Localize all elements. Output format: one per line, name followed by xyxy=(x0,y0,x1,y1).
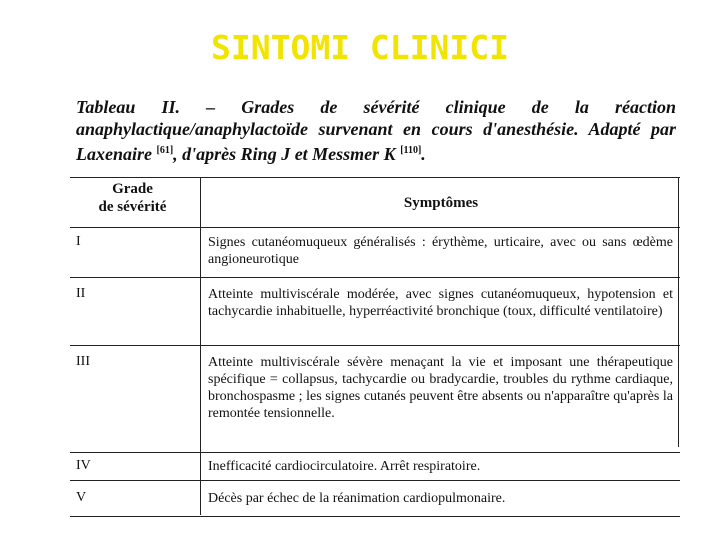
severity-table xyxy=(70,170,680,520)
table-rule xyxy=(70,480,680,481)
header-grade-line2: de sévérité xyxy=(98,199,167,215)
caption-ref-1: [61] xyxy=(156,145,174,156)
symptoms-cell: Atteinte multiviscérale modérée, avec signes cutanéomuqueux, hypotension et tachycardie inhabituelle, hyperréactivité bronchique (toux, difficulté ventilatoire) xyxy=(208,287,673,319)
symptoms-cell: Signes cutanéomuqueux généralisés : érythème, urticaire, avec ou sans œdème angioneurotique xyxy=(208,235,673,267)
caption-ref-2: [110] xyxy=(400,145,422,156)
header-grade-line1: Grade xyxy=(112,181,153,197)
header-symptoms: Symptômes xyxy=(403,195,479,211)
table-rule xyxy=(70,345,680,346)
grade-cell: II xyxy=(76,286,86,301)
grade-cell: V xyxy=(76,490,87,505)
caption-text-2: , d'après Ring J et Messmer K xyxy=(173,144,401,164)
slide-title: SINTOMI CLINICI xyxy=(210,28,509,67)
header-grade xyxy=(70,180,195,216)
table-caption xyxy=(76,96,676,165)
caption-text-1: Tableau II. – Grades de sévérité clinique de la réaction anaphylactique/anaphylactoïde survenant en cours d'anesthésie. Adapté par Laxenaire xyxy=(76,97,676,164)
table-rule xyxy=(70,227,680,228)
grade-cell: IV xyxy=(76,458,91,473)
table-rule xyxy=(70,516,680,517)
grade-cell: III xyxy=(76,354,90,369)
symptoms-cell: Décès par échec de la réanimation cardiopulmonaire. xyxy=(208,491,506,506)
symptoms-cell: Inefficacité cardiocirculatoire. Arrêt respiratoire. xyxy=(208,459,481,474)
caption-text-3: . xyxy=(421,144,426,164)
table-right-border xyxy=(678,177,679,447)
grade-cell: I xyxy=(76,234,81,249)
table-rule xyxy=(70,277,680,278)
table-rule xyxy=(70,452,680,453)
symptoms-cell: Atteinte multiviscérale sévère menaçant la vie et imposant une thérapeutique spécifique = collapsus, tachycardie ou bradycardie, troubles du rythme cardiaque, bronchospasme ; les signes cutanés peuvent être absents ou n'apparaître qu'après la remontée tensionnelle. xyxy=(208,355,673,421)
table-rule xyxy=(70,177,680,178)
